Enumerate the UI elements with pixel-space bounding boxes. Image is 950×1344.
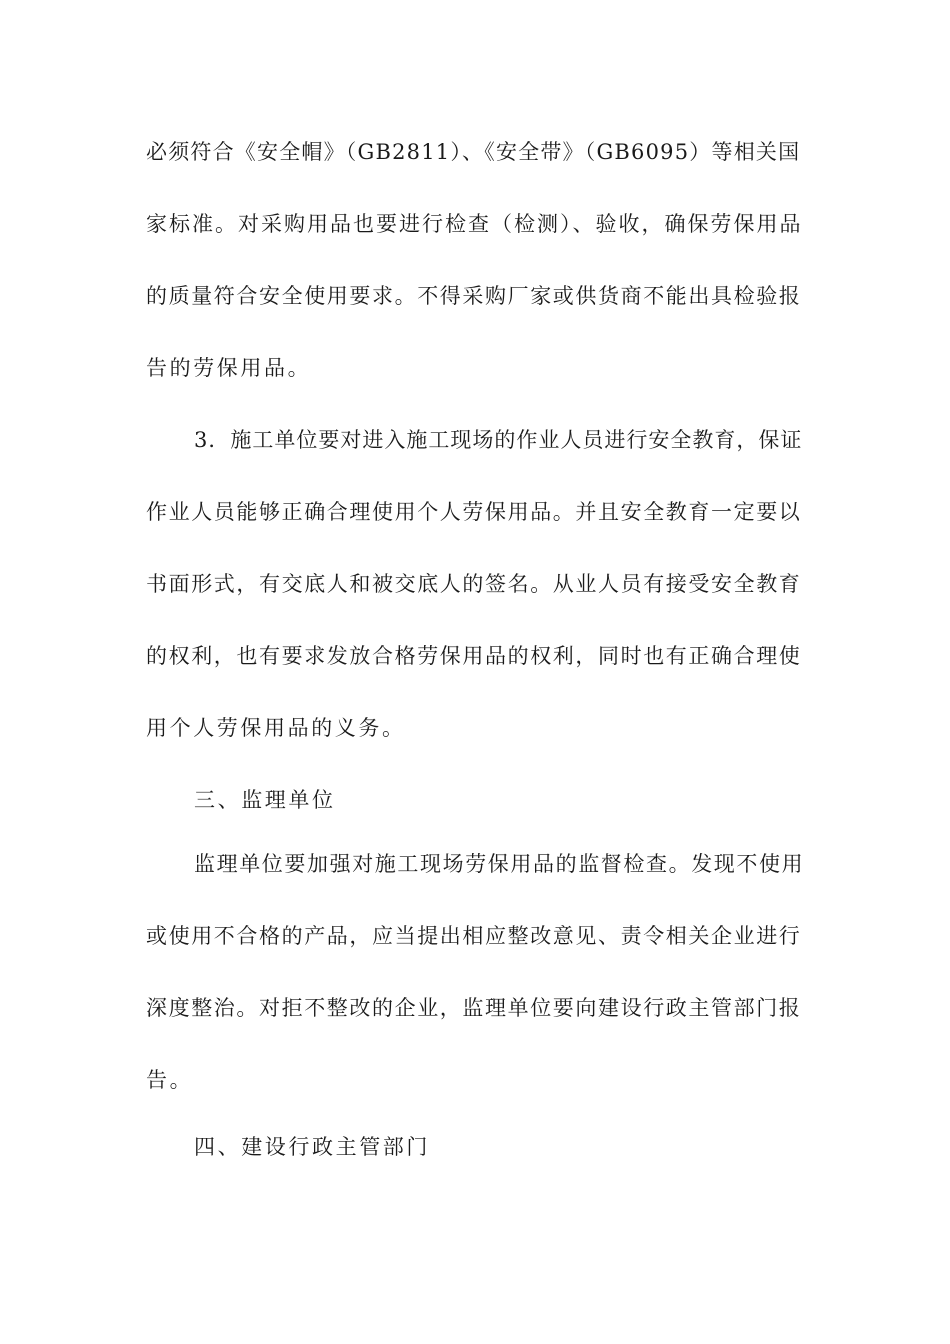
paragraph-line: 必须符合《安全帽》（GB2811）、《安全带》（GB6095）等相关国 bbox=[146, 140, 801, 164]
paragraph-line: 或使用不合格的产品，应当提出相应整改意见、责令相关企业进行 bbox=[146, 924, 802, 948]
paragraph-line: 的质量符合安全使用要求。不得采购厂家或供货商不能出具检验报 bbox=[146, 284, 802, 308]
paragraph-line: 3．施工单位要对进入施工现场的作业人员进行安全教育，保证 bbox=[194, 428, 803, 452]
paragraph-line: 作业人员能够正确合理使用个人劳保用品。并且安全教育一定要以 bbox=[146, 500, 802, 524]
paragraph-line: 告。 bbox=[146, 1068, 194, 1092]
section-heading: 四、建设行政主管部门 bbox=[194, 1135, 430, 1159]
section-heading: 三、监理单位 bbox=[194, 788, 336, 812]
paragraph-line: 家标准。对采购用品也要进行检查（检测）、验收，确保劳保用品 bbox=[146, 212, 803, 236]
paragraph-line: 告的劳保用品。 bbox=[146, 356, 312, 380]
paragraph-line: 用个人劳保用品的义务。 bbox=[146, 716, 406, 740]
paragraph-line: 书面形式，有交底人和被交底人的签名。从业人员有接受安全教育 bbox=[146, 572, 802, 596]
paragraph-line: 的权利，也有要求发放合格劳保用品的权利，同时也有正确合理使 bbox=[146, 644, 802, 668]
paragraph-line: 深度整治。对拒不整改的企业，监理单位要向建设行政主管部门报 bbox=[146, 996, 802, 1020]
paragraph-line: 监理单位要加强对施工现场劳保用品的监督检查。发现不使用 bbox=[194, 852, 805, 876]
